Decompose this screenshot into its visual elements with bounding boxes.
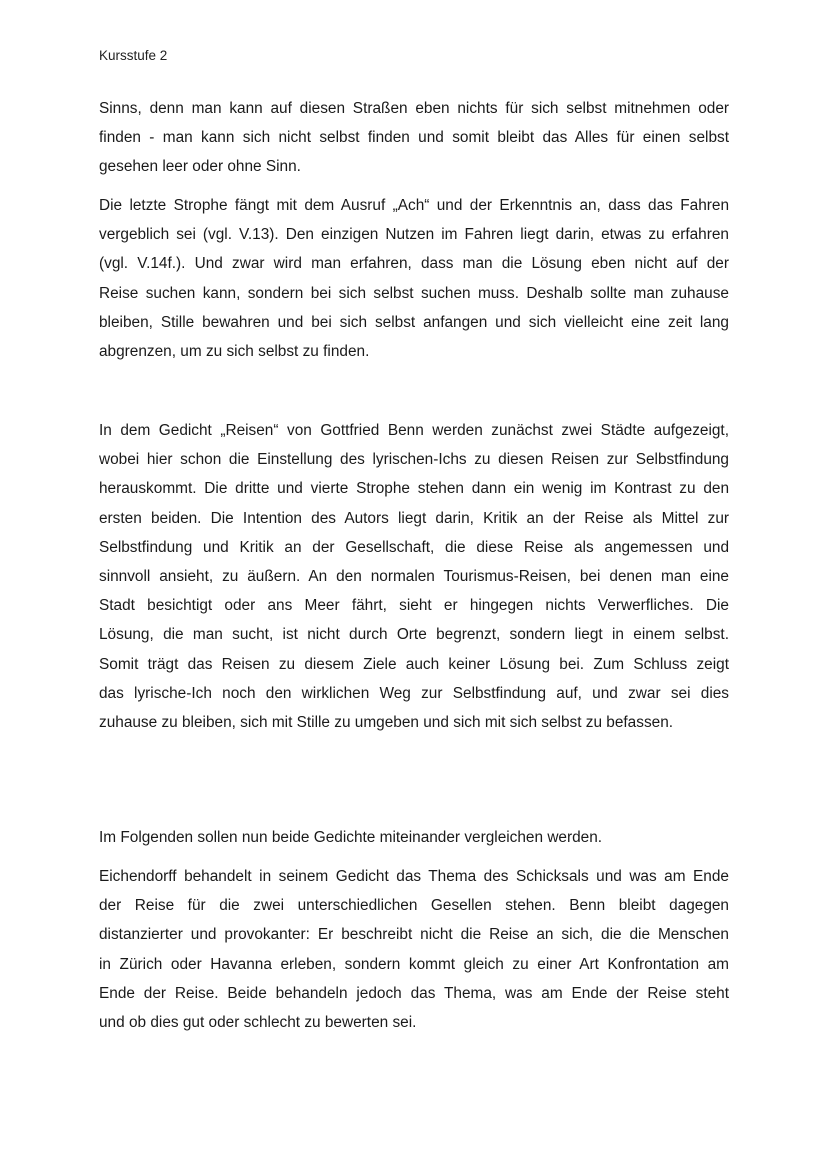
paragraph-last-stanza xyxy=(99,191,729,366)
text-line: das lyrische-Ich noch den wirklichen Weg zur Selbstfindung auf, und zwar sei dies xyxy=(99,684,729,702)
text-line: Reise suchen kann, sondern bei sich selbst suchen muss. Deshalb sollte man zuhause xyxy=(99,284,729,302)
text-line: ersten beiden. Die Intention des Autors liegt darin, Kritik an der Reise als Mittel zur xyxy=(99,509,729,527)
text-line: Eichendorff behandelt in seinem Gedicht das Thema des Schicksals und was am Ende xyxy=(99,868,729,885)
text-line: Lösung, die man sucht, ist nicht durch Orte begrenzt, sondern liegt in einem selbst. xyxy=(99,626,729,644)
text-line: Selbstfindung und Kritik an der Gesellschaft, die diese Reise als angemessen und xyxy=(99,538,729,556)
text-line: zuhause zu bleiben, sich mit Stille zu umgeben und sich mit sich selbst zu befassen. xyxy=(99,713,674,731)
text-line: abgrenzen, um zu sich selbst zu finden. xyxy=(99,342,370,360)
text-line: der Reise für die zwei unterschiedlichen Gesellen stehen. Benn bleibt dagegen xyxy=(99,897,729,915)
text-line: und ob dies gut oder schlecht zu bewerten sei. xyxy=(99,1013,417,1031)
text-line: wobei hier schon die Einstellung des lyrischen-Ichs zu diesen Reisen zur Selbstfindung xyxy=(99,451,729,469)
text-line: Im Folgenden sollen nun beide Gedichte miteinander vergleichen werden. xyxy=(99,829,603,846)
text-line: In dem Gedicht „Reisen“ von Gottfried Benn werden zunächst zwei Städte aufgezeigt, xyxy=(99,422,729,439)
text-line: Stadt besichtigt oder ans Meer fährt, sieht er hingegen nichts Verwerfliches. Die xyxy=(99,597,729,615)
page-header: Kursstufe 2 xyxy=(99,48,168,63)
text-line: distanzierter und provokanter: Er beschreibt nicht die Reise an sich, die die Menschen xyxy=(99,926,729,944)
text-line: sinnvoll ansieht, zu äußern. An den normalen Tourismus-Reisen, bei denen man eine xyxy=(99,567,729,585)
text-line: vergeblich sei (vgl. V.13). Den einzigen Nutzen im Fahren liegt darin, etwas zu erfahren xyxy=(99,226,729,244)
paragraph-benn-summary xyxy=(99,416,729,737)
text-line: in Zürich oder Havanna erleben, sondern kommt gleich zu einer Art Konfrontation am xyxy=(99,955,729,973)
paragraph-continuation xyxy=(99,94,729,182)
text-line: Ende der Reise. Beide behandeln jedoch das Thema, was am Ende der Reise steht xyxy=(99,984,729,1002)
text-line: bleiben, Stille bewahren und bei sich selbst anfangen und sich vielleicht eine zeit lang xyxy=(99,313,729,331)
text-line: (vgl. V.14f.). Und zwar wird man erfahren, dass man die Lösung eben nicht auf der xyxy=(99,255,729,273)
text-line: finden - man kann sich nicht selbst finden und somit bleibt das Alles für einen selbst xyxy=(99,129,729,147)
paragraph-comparison-body xyxy=(99,862,729,1037)
text-line: Sinns, denn man kann auf diesen Straßen eben nichts für sich selbst mitnehmen oder xyxy=(99,100,729,117)
text-line: Somit trägt das Reisen zu diesem Ziele auch keiner Lösung bei. Zum Schluss zeigt xyxy=(99,655,729,673)
text-line: herauskommt. Die dritte und vierte Strophe stehen dann ein wenig im Kontrast zu den xyxy=(99,480,729,498)
paragraph-comparison-intro xyxy=(99,823,729,852)
text-line: gesehen leer oder ohne Sinn. xyxy=(99,158,301,176)
text-line: Die letzte Strophe fängt mit dem Ausruf „Ach“ und der Erkenntnis an, dass das Fahren xyxy=(99,197,729,214)
